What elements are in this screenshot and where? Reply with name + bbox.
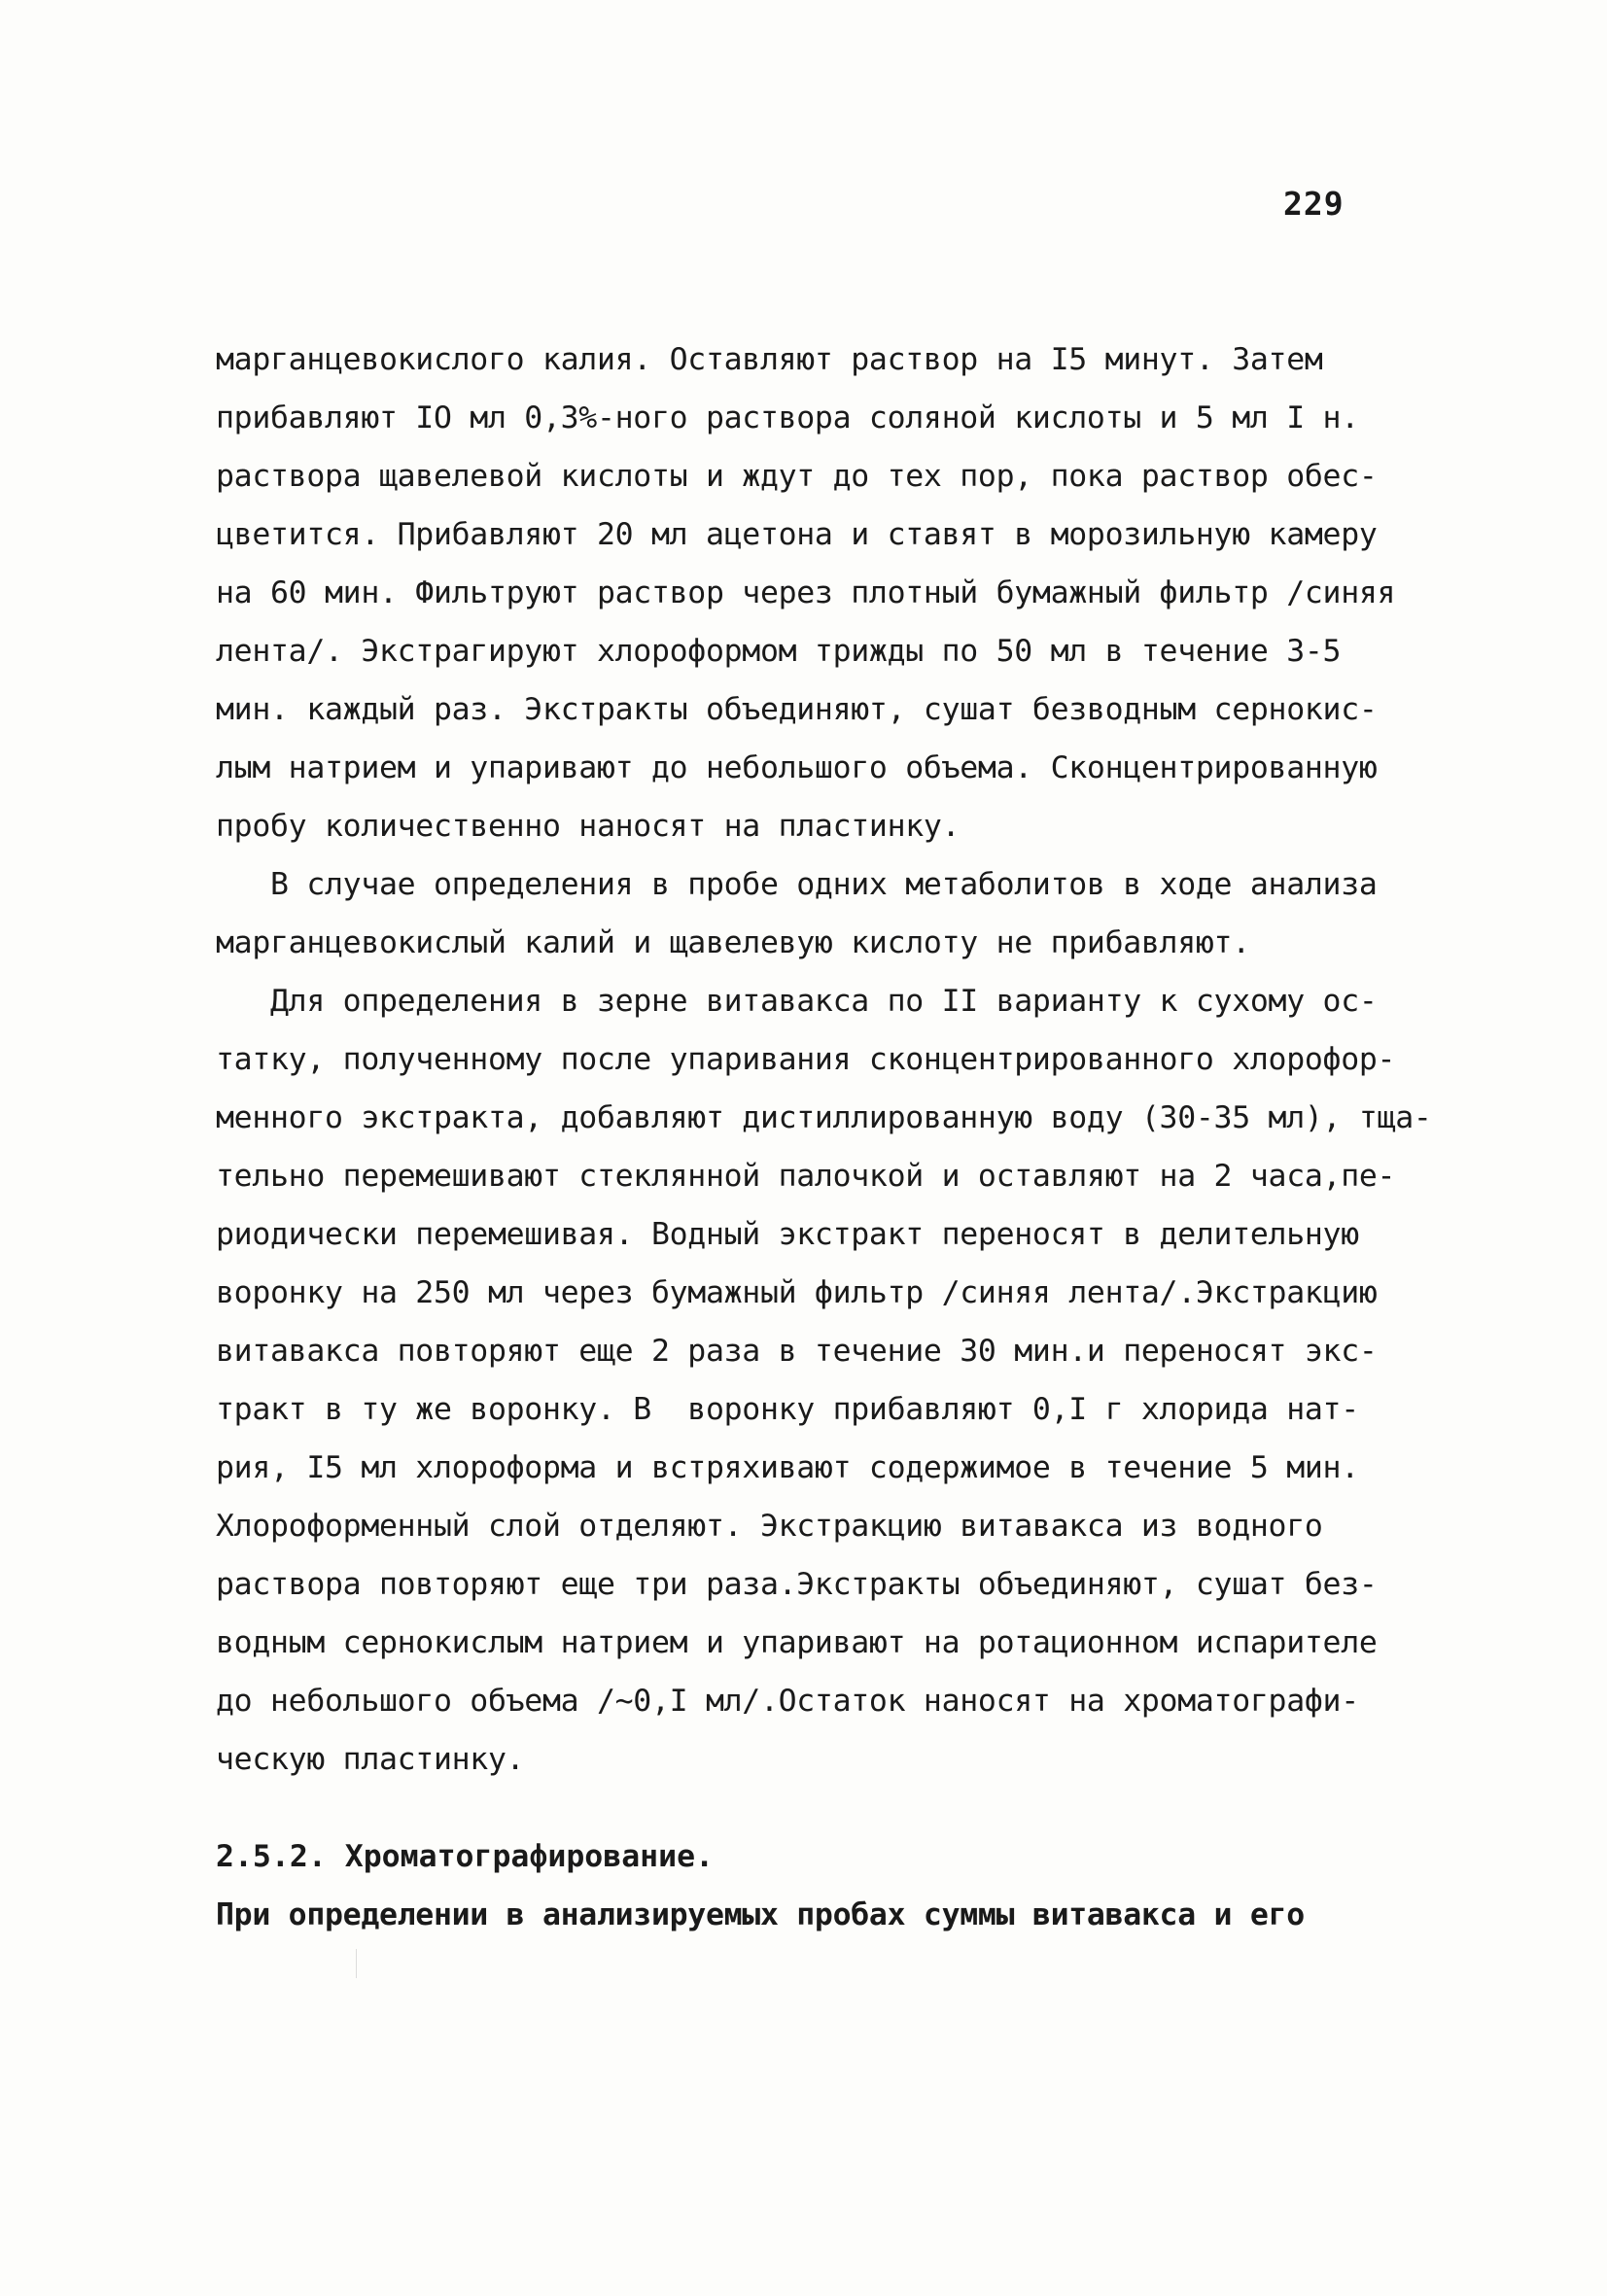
text-line: лым натрием и упаривают до небольшого объема. Сконцентрированную: [216, 750, 1378, 785]
text-line: ческую пластинку.: [216, 1742, 525, 1777]
text-line: татку, полученному после упаривания сконцентрированного хлорофор-: [216, 1042, 1396, 1077]
text-line: Для определения в зерне витавакса по II варианту к сухому ос-: [216, 984, 1378, 1019]
text-line: раствора щавелевой кислоты и ждут до тех пор, пока раствор обес-: [216, 459, 1378, 494]
text-line: марганцевокислого калия. Оставляют раствор на I5 минут. Затем: [216, 342, 1323, 377]
scan-artifact: [356, 1949, 357, 1978]
text-line: пробу количественно наносят на пластинку.: [216, 809, 961, 844]
text-line: При определении в анализируемых пробах суммы витавакса и его: [216, 1897, 1305, 1932]
text-line: до небольшого объема /~0,I мл/.Остаток наносят на хроматографи-: [216, 1684, 1359, 1719]
body-text: [216, 330, 1432, 1789]
section-heading: 2.5.2. Хроматографирование.: [216, 1839, 715, 1874]
text-line: лента/. Экстрагируют хлороформом трижды по 50 мл в течение 3-5: [216, 634, 1342, 669]
text-line: менного экстракта, добавляют дистиллированную воду (30-35 мл), тща-: [216, 1100, 1432, 1135]
text-line: В случае определения в пробе одних метаболитов в ходе анализа: [216, 867, 1378, 902]
text-line: цветится. Прибавляют 20 мл ацетона и ставят в морозильную камеру: [216, 517, 1378, 552]
text-line: риодически перемешивая. Водный экстракт переносят в делительную: [216, 1217, 1359, 1252]
text-line: Хлороформенный слой отделяют. Экстракцию витавакса из водного: [216, 1509, 1323, 1544]
text-line: тракт в ту же воронку. В воронку прибавляют 0,I г хлорида нат-: [216, 1392, 1359, 1427]
text-line: на 60 мин. Фильтруют раствор через плотный бумажный фильтр /синяя: [216, 575, 1396, 610]
text-line: мин. каждый раз. Экстракты объединяют, сушат безводным сернокис-: [216, 692, 1378, 727]
text-line: витавакса повторяют еще 2 раза в течение 30 мин.и переносят экс-: [216, 1334, 1378, 1369]
text-line: прибавляют IO мл 0,3%-ного раствора соляной кислоты и 5 мл I н.: [216, 400, 1359, 435]
page-number: 229: [1283, 185, 1345, 223]
text-line: воронку на 250 мл через бумажный фильтр /синяя лента/.Экстракцию: [216, 1275, 1378, 1310]
text-line: рия, I5 мл хлороформа и встряхивают содержимое в течение 5 мин.: [216, 1450, 1359, 1485]
text-line: марганцевокислый калий и щавелевую кислоту не прибавляют.: [216, 925, 1250, 960]
text-line: раствора повторяют еще три раза.Экстракты объединяют, сушат без-: [216, 1567, 1378, 1602]
text-line: водным сернокислым натрием и упаривают на ротационном испарителе: [216, 1625, 1378, 1660]
text-line: тельно перемешивают стеклянной палочкой и оставляют на 2 часа,пе-: [216, 1159, 1396, 1194]
